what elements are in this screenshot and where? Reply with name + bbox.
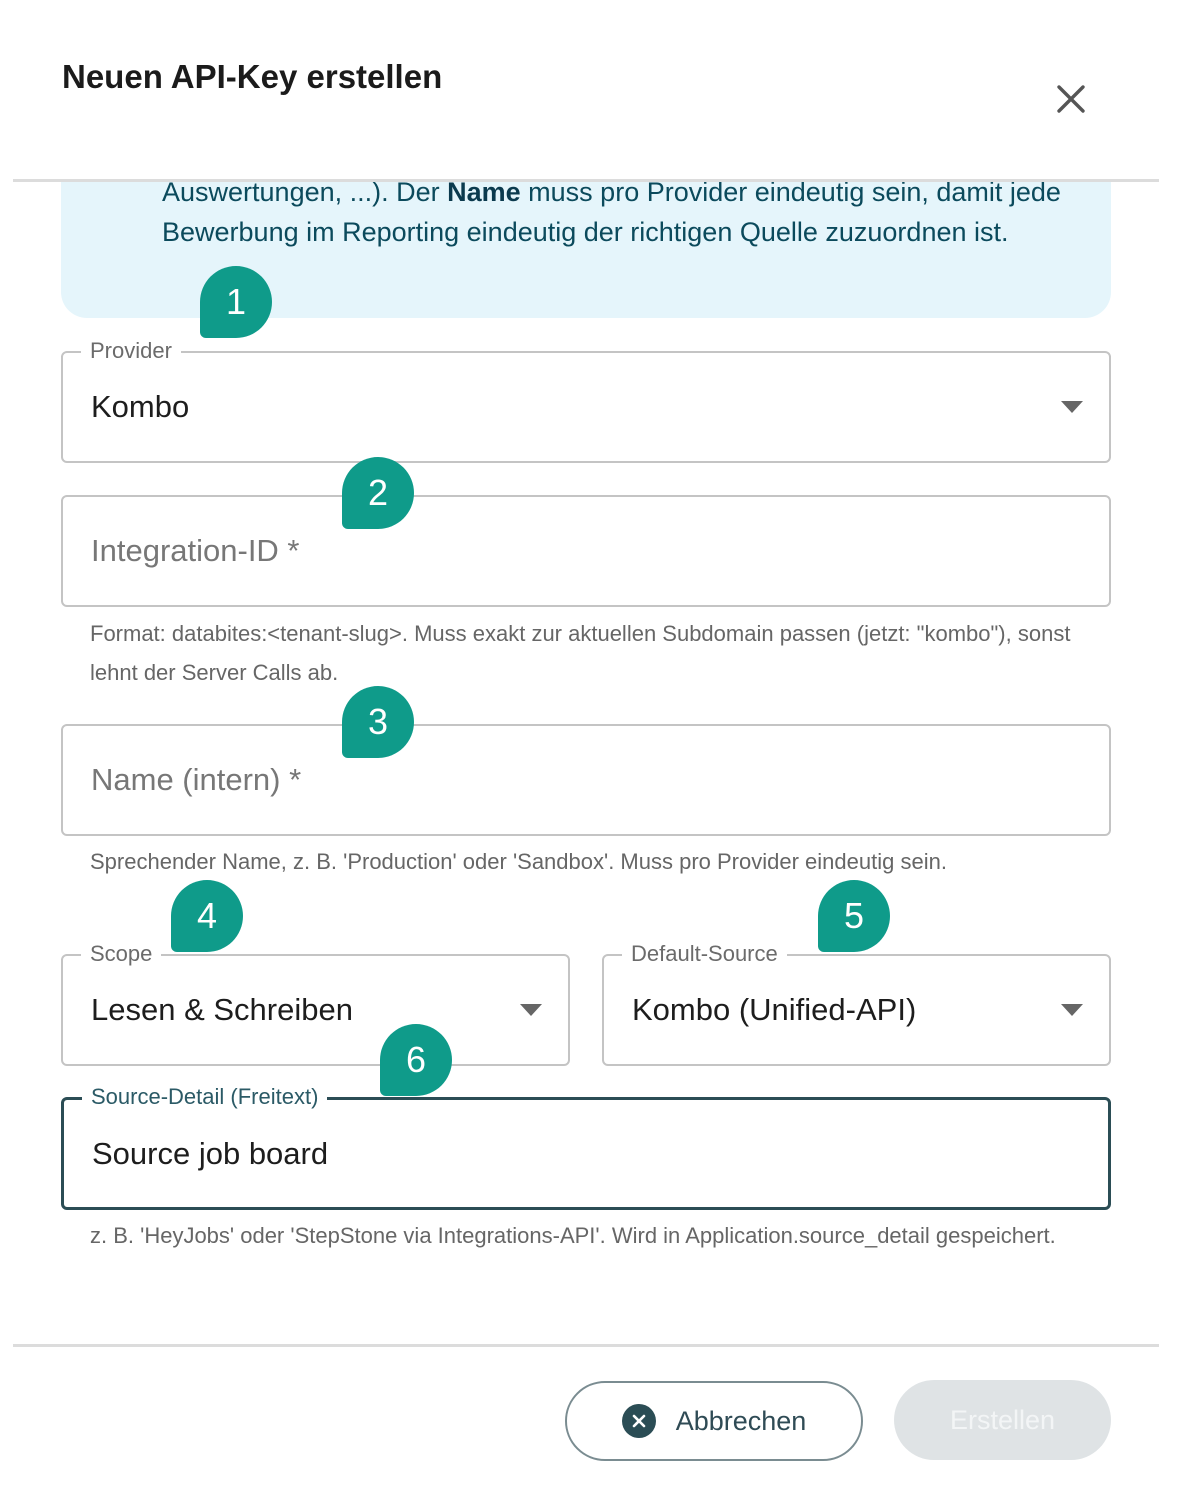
annotation-badge-2: 2 <box>342 457 414 529</box>
cancel-button-label: Abbrechen <box>675 1405 807 1436</box>
annotation-badge-1: 1 <box>200 266 272 338</box>
default-source-value: Kombo (Unified-API) <box>632 992 917 1027</box>
name-helper: Sprechender Name, z. B. 'Production' oder 'Sandbox'. Muss pro Provider eindeutig sein. <box>90 849 947 874</box>
cancel-circle-x-icon <box>622 1404 656 1438</box>
annotation-badge-4: 4 <box>171 880 243 952</box>
footer-divider <box>13 1344 1159 1347</box>
create-button[interactable] <box>894 1380 1111 1460</box>
annotation-badge-6: 6 <box>380 1024 452 1096</box>
scope-value: Lesen & Schreiben <box>91 992 353 1027</box>
info-text: Auswertungen, ...). Der Name muss pro Provider eindeutig sein, damit jede Bewerbung im Reporting eindeutig der richtigen Quelle zuzuordnen ist. <box>162 182 1082 252</box>
integration-id-input[interactable] <box>61 495 1111 607</box>
name-input[interactable] <box>61 724 1111 836</box>
close-icon[interactable] <box>1056 84 1086 114</box>
info-bold-name: Name <box>447 182 521 207</box>
integration-id-helper: Format: databites:<tenant-slug>. Muss exakt zur aktuellen Subdomain passen (jetzt: "kombo"), sonst lehnt der Server Calls ab. <box>90 621 1071 685</box>
provider-label: Provider <box>81 337 181 365</box>
name-placeholder: Name (intern) * <box>91 762 302 797</box>
scope-label: Scope <box>81 940 161 968</box>
default-source-label: Default-Source <box>622 940 787 968</box>
chevron-down-icon <box>520 1004 542 1016</box>
source-detail-helper: z. B. 'HeyJobs' oder 'StepStone via Integrations-API'. Wird in Application.source_detail gespeichert. <box>90 1223 1056 1248</box>
source-detail-input[interactable] <box>61 1084 1111 1210</box>
chevron-down-icon <box>1061 401 1083 413</box>
dialog-content[interactable] <box>0 182 1180 1344</box>
default-source-select[interactable] <box>602 941 1111 1066</box>
create-button-label: Erstellen <box>949 1404 1056 1435</box>
chevron-down-icon <box>1061 1004 1083 1016</box>
provider-value: Kombo <box>91 389 190 424</box>
annotation-badge-5: 5 <box>818 880 890 952</box>
close-button[interactable] <box>1046 74 1096 124</box>
source-detail-value: Source job board <box>92 1135 329 1171</box>
scope-select[interactable] <box>61 941 570 1066</box>
provider-select[interactable] <box>61 338 1111 463</box>
cancel-button[interactable] <box>565 1381 863 1461</box>
annotation-badge-3: 3 <box>342 686 414 758</box>
dialog-title: Neuen API-Key erstellen <box>62 58 443 95</box>
source-detail-label: Source-Detail (Freitext) <box>82 1083 327 1111</box>
integration-id-placeholder: Integration-ID * <box>91 533 300 568</box>
